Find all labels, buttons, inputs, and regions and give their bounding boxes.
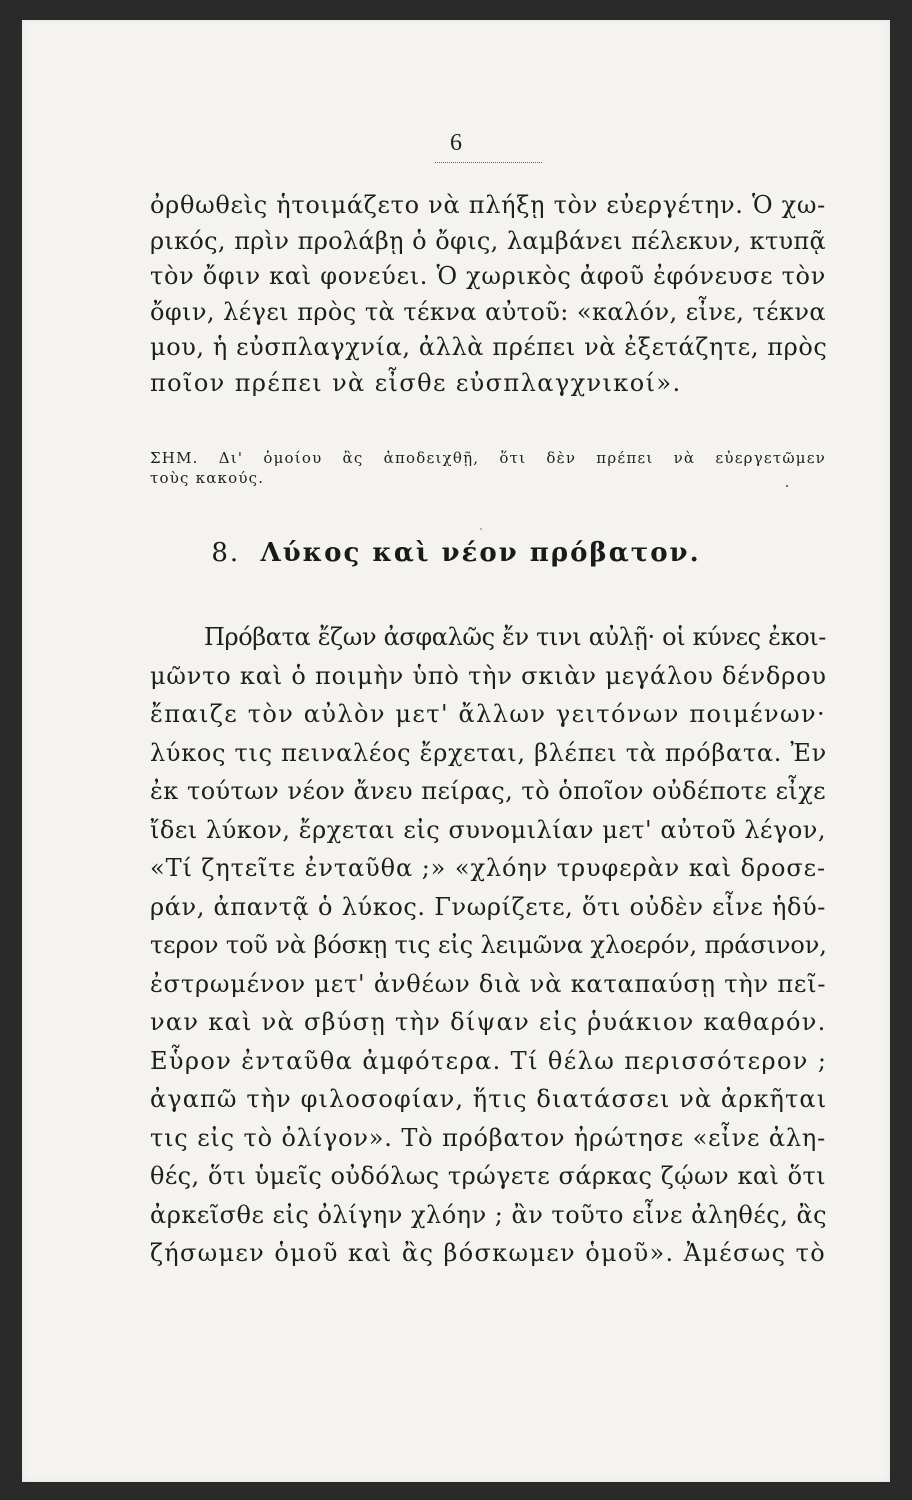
scan-speck [480,528,482,530]
text-line: ράν, ἀπαντᾷ ὁ λύκος. Γνωρίζετε, ὅτι οὐδὲν εἶνε ἡδύ- [150,892,826,921]
text-line: ἀρκεῖσθε εἰς ὀλίγην χλόην ; ἂν τοῦτο εἶνε ἀληθές, ἂς [150,1200,828,1229]
footnote-line: ΣΗΜ. Δι' ὁμοίου ἂς ἀποδειχθῇ, ὅτι δὲν πρέπει νὰ εὐεργετῶμεν [150,449,826,467]
section-title: Λύκος καὶ νέον πρόβατον. [260,538,701,568]
text-line: ναν καὶ νὰ σβύσῃ τὴν δίψαν εἰς ῥυάκιον καθαρόν. [150,1008,827,1036]
text-line: μῶντο καὶ ὁ ποιμὴν ὑπὸ τὴν σκιὰν μεγάλου δένδρου [150,661,827,690]
text-line: τις εἰς τὸ ὀλίγον». Τὸ πρόβατον ἠρώτησε «εἶνε ἀλη- [150,1123,826,1152]
section-number: 8. [211,538,241,568]
section-heading [22,538,890,568]
scan-speck [786,485,788,487]
footnote-line: τοὺς κακούς. [150,469,265,487]
text-line: Εὗρον ἐνταῦθα ἀμφότερα. Τί θέλω περισσότερον ; [150,1046,828,1075]
book-page [22,20,890,1482]
text-line: τερον τοῦ νὰ βόσκῃ τις εἰς λειμῶνα χλοερόν, πράσινον, [150,931,827,959]
text-line: μου, ἡ εὐσπλαγχνία, ἀλλὰ πρέπει νὰ ἐξετάζητε, πρὸς [150,333,828,361]
page-number: 6 [450,130,462,156]
text-line: Πρόβατα ἔζων ἀσφαλῶς ἔν τινι αὐλῇ· οἱ κύνες ἐκοι- [204,623,826,651]
text-line: θές, ὅτι ὑμεῖς οὐδόλως τρώγετε σάρκας ζῴων καὶ ὅτι [150,1162,826,1190]
text-line: ζήσωμεν ὁμοῦ καὶ ἂς βόσκωμεν ὁμοῦ». Ἀμέσως τὸ [150,1239,826,1267]
text-line: ὄφιν, λέγει πρὸς τὰ τέκνα αὐτοῦ: «καλόν, εἶνε, τέκνα [150,297,826,326]
text-line: ρικός, πρὶν προλάβῃ ὁ ὄφις, λαμβάνει πέλεκυν, κτυπᾷ [150,226,826,255]
main-paragraph [150,618,826,1273]
text-line: ἴδει λύκον, ἔρχεται εἰς συνομιλίαν μετ' αὐτοῦ λέγον, [150,815,826,844]
text-line: ἔπαιζε τὸν αὐλὸν μετ' ἄλλων γειτόνων ποιμένων· [150,700,826,728]
text-line: ἐκ τούτων νέον ἄνευ πείρας, τὸ ὁποῖον οὐδέποτε εἶχε [150,777,826,805]
text-line: ὀρθωθεὶς ἡτοιμάζετο νὰ πλήξῃ τὸν εὐεργέτην. Ὁ χω- [150,191,826,219]
text-line: τὸν ὄφιν καὶ φονεύει. Ὁ χωρικὸς ἀφοῦ ἐφόνευσε τὸν [150,262,826,290]
text-line: ποῖον πρέπει νὰ εἶσθε εὐσπλαγχνικοί». [150,368,682,397]
text-line: «Τί ζητεῖτε ἐνταῦθα ;» «χλόην τρυφερὰν καὶ δροσε- [150,854,826,882]
text-line: ἐστρωμένον μετ' ἀνθέων διὰ νὰ καταπαύσῃ τὴν πεῖ- [150,969,827,998]
text-line: λύκος τις πειναλέος ἔρχεται, βλέπει τὰ πρόβατα. Ἐν [150,738,827,767]
top-paragraph [150,188,826,401]
text-line: ἀγαπῶ τὴν φιλοσοφίαν, ἥτις διατάσσει νὰ ἀρκῆται [150,1085,828,1113]
footnote [150,448,826,488]
header-rule [435,162,542,163]
